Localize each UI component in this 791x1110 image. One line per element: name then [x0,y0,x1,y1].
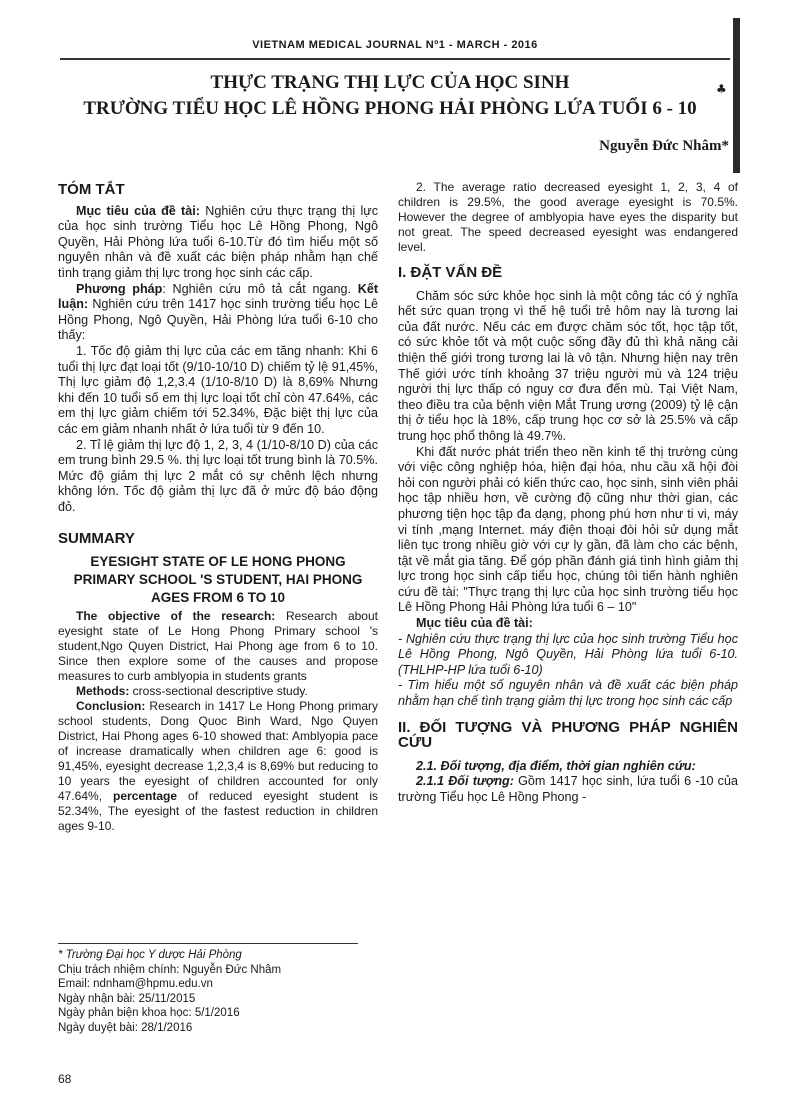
abstract-point-2: 2. Tỉ lệ giảm thị lực độ 1, 2, 3, 4 (1/10-8/10 D) của các em trung bình 29.5 %. thị lực loại tốt trung bình là 70.5%. Mức độ giảm thị lực 2 mắt có sự chênh lệch nhưng không lớn. Tốc độ giảm thị lực đã ở mức độ báo động đỏ. [58,437,378,514]
summary-title: EYESIGHT STATE OF LE HONG PHONG PRIMARY SCHOOL 'S STUDENT, HAI PHONG AGES FROM 6 TO 10 [73,554,363,606]
title-line-1: THỰC TRẠNG THỊ LỰC CỦA HỌC SINH [210,72,570,93]
footnote-reviewed: Ngày phản biện khoa học: 5/1/2016 [58,1007,240,1019]
abstract-objective [58,204,378,282]
footnotes [58,943,358,1035]
page-edge-bar [733,18,740,173]
section-2-1-1 [398,774,738,805]
section-2-1-heading: 2.1. Đối tượng, địa điểm, thời gian nghiên cứu: [416,758,696,773]
footnote-affiliation: * Trường Đại học Y dược Hải Phòng [58,949,242,961]
result-text: Nghiên cứu trên 1417 học sinh trường tiểu học Lê Hồng Phong, Ngô Quyền, Hải Phòng lứa tuổi 6-10 cho thấy: [58,297,379,343]
summary-conclusion-tail: of reduced eyesight student is 52.34%, The eyesight of the fastest reduction in children ages 9-10. [58,789,378,834]
page-number: 68 [58,1072,72,1086]
objective-label: Mục tiêu của đề tài: [76,203,200,218]
objectives-heading: Mục tiêu của đề tài: [416,616,533,631]
method-label: Phương pháp [76,281,163,296]
section-2-1-1-label: 2.1.1 Đối tượng: [416,774,514,789]
result-label: Kết luận: [58,281,379,312]
summary-objective-label: The objective of the research: [76,609,276,624]
summary-conclusion [58,699,378,834]
objective-item-1: - Nghiên cứu thực trạng thị lực của học sinh trường Tiểu học Lê Hồng Phong, Ngô Quyền, Hải Phòng lứa tuổi 6-10. (THLHP-HP lứa tuổi 6-10) [398,631,738,677]
right-column [398,180,738,806]
summary-methods-label: Methods: [76,684,130,699]
footnote-approved: Ngày duyệt bài: 28/1/2016 [58,1021,193,1034]
section-2-heading: II. ĐỐI TƯỢNG VÀ PHƯƠNG PHÁP NGHIÊN CỨU [398,718,738,752]
left-column [58,176,378,834]
section-1-heading: I. ĐẶT VẤN ĐỀ [398,264,503,281]
abstract-method [58,282,378,344]
summary-conclusion-label: Conclusion: [76,699,146,714]
title-line-2: TRƯỜNG TIỂU HỌC LÊ HỒNG PHONG HẢI PHÒNG LỨA TUỔI 6 - 10 [83,98,697,119]
summary-body [58,609,378,834]
author-name: Nguyễn Đức Nhâm* [599,138,729,154]
article-title [60,70,720,122]
method-text: : Nghiên cứu mô tả cắt ngang. [162,281,352,296]
abstract-heading: TÓM TẮT [58,181,125,198]
summary-conclusion-bold: percentage [113,789,178,804]
summary-heading: SUMMARY [58,530,135,548]
summary-objective [58,609,378,684]
footnote-responsible: Chịu trách nhiệm chính: Nguyễn Đức Nhâm [58,963,282,976]
objective-item-2: - Tìm hiểu một số nguyên nhân và đề xuất các biện pháp nhằm hạn chế tình trạng giảm thị lực trong học sinh các cấp [398,678,738,709]
footnote-email: Email: ndnham@hpmu.edu.vn [58,978,213,990]
journal-header: VIETNAM MEDICAL JOURNAL Nº1 - MARCH - 2016 [60,36,730,60]
objective-text: Nghiên cứu thực trạng thị lực của học sinh trường Tiểu học Lê Hồng Phong, Ngô Quyền, Hải Phòng lứa tuổi 6-10.Từ đó tìm hiểu một số nguyên nhân và đề xuất các biện pháp nhằm hạn chế tình trạng giảm thị lực trong học sinh các cấp. [58,203,378,280]
summary-point-2: 2. The average ratio decreased eyesight 1, 2, 3, 4 of children is 29.5%, the good average eyesight is 70.5%. However the degree of amblyopia have eyes the disparity but not great. The speed decreased eyesight was endangered level. [398,180,738,254]
summary-methods-text: cross-sectional descriptive study. [132,684,308,699]
footnote-received: Ngày nhận bài: 25/11/2015 [58,992,196,1005]
section-1-paragraph-2: Khi đất nước phát triển theo nền kinh tế thị trường cùng với việc công nghiệp hóa, hiện đại hóa, nhu cầu xã hội đòi hỏi con người phải có kiến thức cao, học sinh, sinh viên phải học tập nhiều hơn, về cường độ cũng như thời gian, các phương tiện học tập đa dạng, phong phú hơn như ti vi, máy vi tính ,mạng Internet. máy điện thoại đòi hỏi sử dụng mắt liên tục trong nhiều giờ với cự ly gần, đã làm cho các bệnh, tật về mắt gia tăng. Để góp phần đánh giá tình hình giảm thị lực trong học sinh cấp tiểu học, chúng tôi tiến hành nghiên cứu đề tài: "Thực trạng thị lực của học sinh trường tiểu học Lê Hồng Phong Hải Phòng lứa tuổi 6 – 10" [398,444,738,615]
section-1-paragraph-1: Chăm sóc sức khỏe học sinh là một công tác có ý nghĩa hết sức quan trọng vì thế hệ tuổi trẻ hôm nay là tương lai của đất nước. Nếu các em được chăm sóc tốt, học tập tốt, có sức khỏe tốt và một cuộc sống đầy đủ thì khả năng cải thiện thế giới trong tương lai là vô tận. Nhưng hiện nay trên Thế giới ước tính khoảng 37 triệu người mù và 124 triệu người thị lực thấp có nguy cơ đưa đến mù. Tại Việt Nam, theo điều tra của bệnh viện Mắt Trung ương (2009) tỷ lệ cận thị ở tiểu học là 18%, cấp trung học cơ sở là 25.5% và cấp trung học phổ thông là 49.7%. [398,288,738,443]
abstract-point-1: 1. Tốc độ giảm thị lực của các em tăng nhanh: Khi 6 tuổi thị lực đạt loại tốt (9/10-10/10 D) chiếm tỷ lệ 91,45%, Thị lực giảm độ 1,2,3.4 (1/10-8/10 D) là 8,69% Nhưng khi đến 10 tuổi số em thị lực loại tốt chỉ còn 47.64%, các em thị lực giảm chiếm tới 52.34%, Đặc biệt thị lực của các em giảm nhanh nhất ở lứa tuổi từ 9 đến 10. [58,343,378,436]
club-mark-icon: ♣ [716,82,727,96]
summary-methods [58,684,378,699]
summary-objective-text: Research about eyesight state of Le Hong Phong Primary school 's student,Ngo Quyen District, Hai Phong age from 6 to 10. Since then explore some of the causes and propose measures to curb amblyopia in students grants [58,609,378,684]
summary-conclusion-text: Research in 1417 Le Hong Phong primary school students, Dong Quoc Binh Ward, Ngo Quyen District, Hai Phong ages 6-10 showed that: Amblyopia pace of increase dramatically when children age 6: good is 91,45%, eyesight decrease 1,2,3,4 is 8,69% but reducing to 10 years the eyesight of children accounted for only 47.64%, [58,699,378,804]
section-2-1-1-text: Gồm 1417 học sinh, lứa tuổi 6 -10 của trường Tiểu học Lê Hồng Phong - [398,774,738,804]
